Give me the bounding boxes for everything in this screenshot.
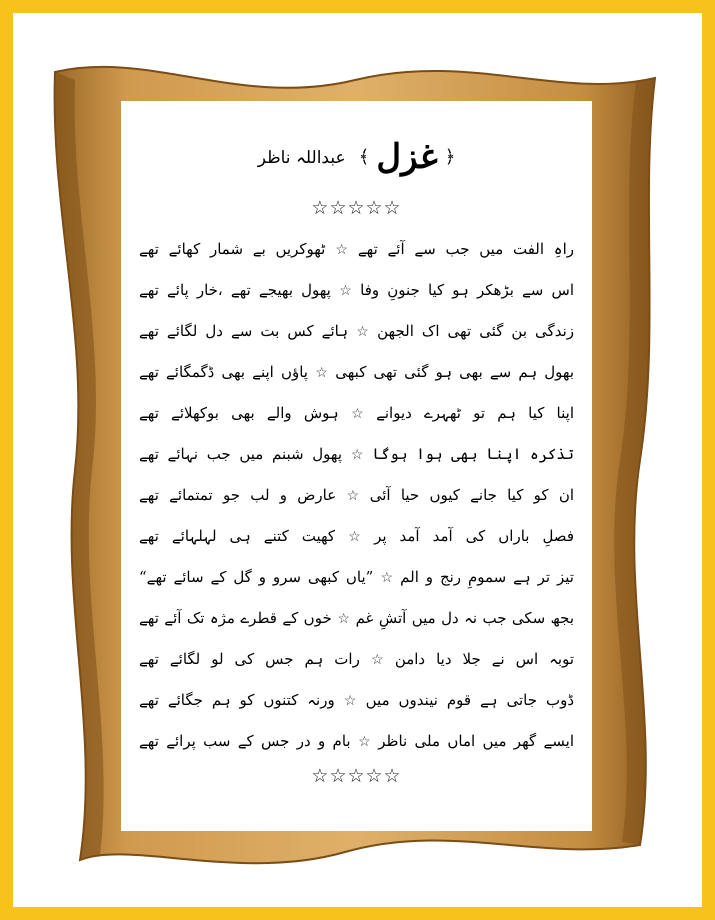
couplet-line — [139, 434, 574, 475]
couplet-line — [139, 557, 574, 598]
couplet-second-half: بام و در جس کے سب پرائے تھے — [139, 732, 351, 750]
couplet-first-half: راہِ الفت میں جب سے آئے تھے — [357, 240, 574, 258]
couplet-line — [139, 393, 574, 434]
star-separator-icon: ☆ — [352, 324, 373, 340]
couplet-first-half: زندگی بن گئی تھی اک الجھن — [377, 322, 574, 340]
couplet-line — [139, 229, 574, 270]
couplet-first-half: توبہ اس نے جلا دیا دامن — [394, 650, 574, 668]
couplet-first-half: بجھ سکی جب نہ دل میں آتشِ غم — [355, 609, 574, 627]
couplet-first-half: تیز تر ہے سمومِ رنج و الم — [400, 568, 574, 586]
couplet-first-half: ڈوب جاتی ہے قوم نیندوں میں — [365, 691, 574, 709]
couplet-line — [139, 639, 574, 680]
title-bracket-close: ﴾ — [358, 146, 370, 168]
couplet-second-half: پھول شبنم میں جب نہائے تھے — [139, 445, 342, 463]
couplet-first-half: ان کو کیا جانے کیوں حیا آئی — [369, 486, 574, 504]
couplet-second-half: کھیت کتنے ہی لہلہائے تھے — [139, 527, 336, 545]
couplet-second-half: رات ہم جس کی لو لگائے تھے — [139, 650, 360, 668]
star-separator-icon: ☆ — [355, 734, 374, 750]
couplet-second-half: عارض و لب جو تمتمائے تھے — [139, 486, 337, 504]
couplet-second-half: خوں کے قطرے مژہ تک آئے تھے — [139, 609, 332, 627]
couplet-list — [139, 229, 574, 762]
couplet-first-half: تذکرہ اپنا بھی ہوا ہوگا — [372, 445, 574, 463]
couplet-first-half: ایسے گھر میں اماں ملی ناظر — [378, 732, 574, 750]
star-separator-icon: ☆ — [343, 406, 372, 422]
couplet-line — [139, 352, 574, 393]
star-separator-icon: ☆ — [330, 242, 353, 258]
couplet-line — [139, 475, 574, 516]
couplet-line — [139, 516, 574, 557]
couplet-first-half: اپنا کیا ہم تو ٹھہرے دیوانے — [376, 404, 574, 422]
couplet-line — [139, 598, 574, 639]
couplet-line — [139, 270, 574, 311]
star-separator-icon: ☆ — [312, 365, 331, 381]
couplet-second-half: پھول بھیجے تھے ،خار پائے تھے — [139, 281, 331, 299]
star-separator-icon: ☆ — [336, 611, 351, 627]
poem-title: غزل — [376, 137, 438, 177]
couplet-second-half: ہائے کس بت سے دل لگائے تھے — [139, 322, 348, 340]
couplet-second-half: ورنہ کتنوں کو ہم جگائے تھے — [139, 691, 335, 709]
couplet-line — [139, 721, 574, 762]
couplet-second-half: ٹھوکریں بے شمار کھائے تھے — [139, 240, 326, 258]
stars-bottom-ornament: ☆☆☆☆☆ — [311, 765, 402, 787]
poem-header — [121, 137, 592, 177]
couplet-first-half: فصلِ باراں کی آمد آمد پر — [374, 527, 574, 545]
star-separator-icon: ☆ — [339, 693, 361, 709]
couplet-second-half: پاؤں اپنے بھی ڈگمگائے تھے — [139, 363, 308, 381]
poem-page — [121, 101, 592, 831]
star-separator-icon: ☆ — [341, 488, 365, 504]
poet-name: عبداللہ ناظر — [257, 147, 346, 168]
stars-top-ornament: ☆☆☆☆☆ — [311, 197, 402, 219]
couplet-first-half: بھول ہم سے بھی ہو گئی تھی کبھی — [335, 363, 574, 381]
star-separator-icon: ☆ — [347, 447, 368, 463]
couplet-first-half: اس سے بڑھکر ہو کیا جنونِ وفا — [360, 281, 574, 299]
star-separator-icon: ☆ — [335, 283, 356, 299]
star-separator-icon: ☆ — [378, 570, 396, 586]
couplet-second-half: ”یاں کبھی سرو و گل کے سائے تھے“ — [139, 568, 374, 586]
title-bracket-open: ﴿ — [444, 146, 456, 168]
star-separator-icon: ☆ — [340, 529, 370, 545]
couplet-second-half: ہوش والے بھی بوکھلائے تھے — [139, 404, 339, 422]
couplet-line — [139, 680, 574, 721]
couplet-line — [139, 311, 574, 352]
star-separator-icon: ☆ — [364, 652, 390, 668]
